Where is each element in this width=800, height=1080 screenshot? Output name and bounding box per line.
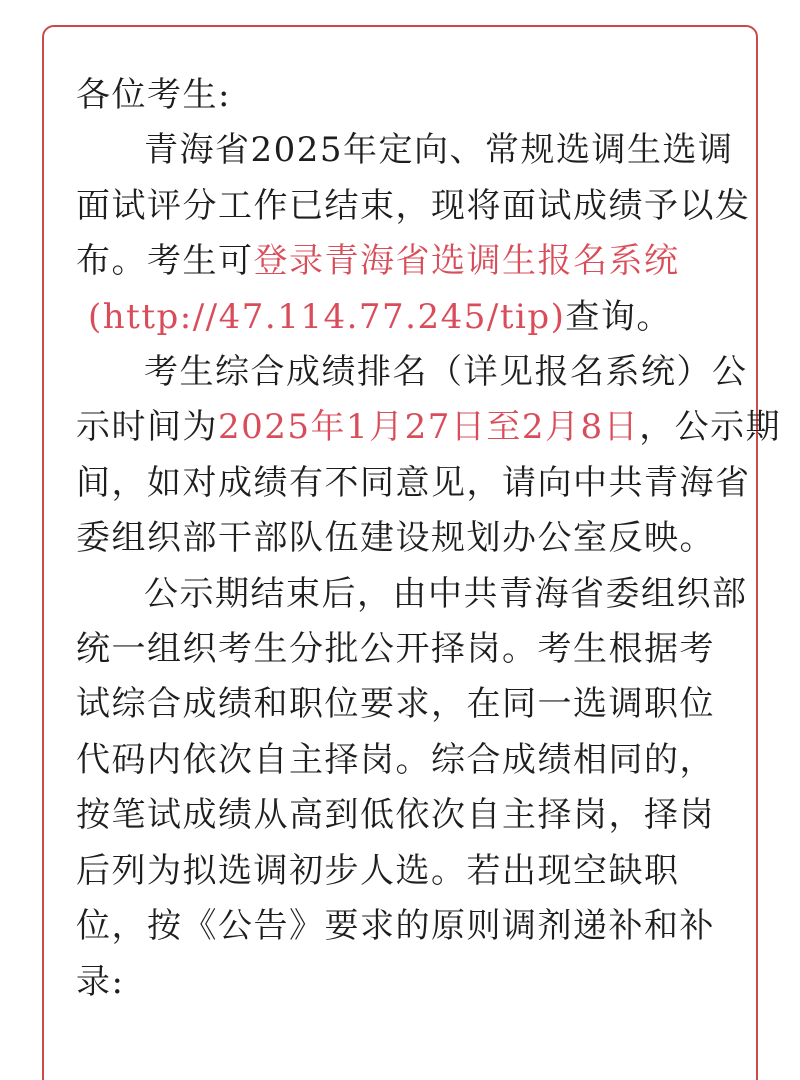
paragraph-2-text: 示时间为 (76, 407, 218, 448)
registration-system-url-link[interactable]: (http://47.114.77.245/tip) (88, 296, 566, 337)
paragraph-2-line-1: 考生综合成绩排名（详见报名系统）公 (144, 352, 748, 393)
paragraph-3-line-8: 录: (76, 961, 125, 1002)
paragraph-1-line-3 (76, 234, 736, 289)
paragraph-3-line-1: 公示期结束后，由中共青海省委组织部 (144, 573, 748, 614)
salutation: 各位考生: (76, 75, 231, 115)
paragraph-2-line-3: 间，如对成绩有不同意见，请向中共青海省 (76, 462, 751, 503)
paragraph-1 (76, 123, 751, 345)
paragraph-3-line-7: 位，按《公告》要求的原则调剂递补和补 (76, 906, 715, 947)
notice-body (76, 68, 782, 1010)
paragraph-3-line-3: 试综合成绩和职位要求，在同一选调职位 (76, 684, 715, 725)
paragraph-2-line-4: 委组织部干部队伍建设规划办公室反映。 (76, 518, 715, 559)
paragraph-1-text-end: 查询。 (565, 296, 672, 337)
paragraph-2-line-2 (76, 400, 782, 455)
paragraph-1-line-2: 面试评分工作已结束，现将面试成绩予以发 (76, 185, 751, 226)
publicity-period-dates: 2025年1月27日至2月8日 (218, 407, 640, 448)
paragraph-1-text: 布。考生可 (76, 241, 254, 282)
paragraph-3 (76, 567, 748, 1010)
paragraph-1-line-1: 青海省2025年定向、常规选调生选调 (144, 130, 734, 171)
paragraph-3-line-6: 后列为拟选调初步人选。若出现空缺职 (76, 850, 680, 891)
paragraph-3-line-2: 统一组织考生分批公开择岗。考生根据考 (76, 629, 715, 670)
paragraph-3-line-4: 代码内依次自主择岗。综合成绩相同的， (76, 739, 715, 780)
paragraph-2-text-cont: ，公示期 (639, 407, 782, 448)
paragraph-3-line-5: 按笔试成绩从高到低依次自主择岗，择岗 (76, 795, 715, 836)
paragraph-2 (76, 345, 782, 567)
registration-system-link[interactable]: 登录青海省选调生报名系统 (253, 241, 680, 282)
paragraph-1-line-4 (88, 290, 736, 345)
